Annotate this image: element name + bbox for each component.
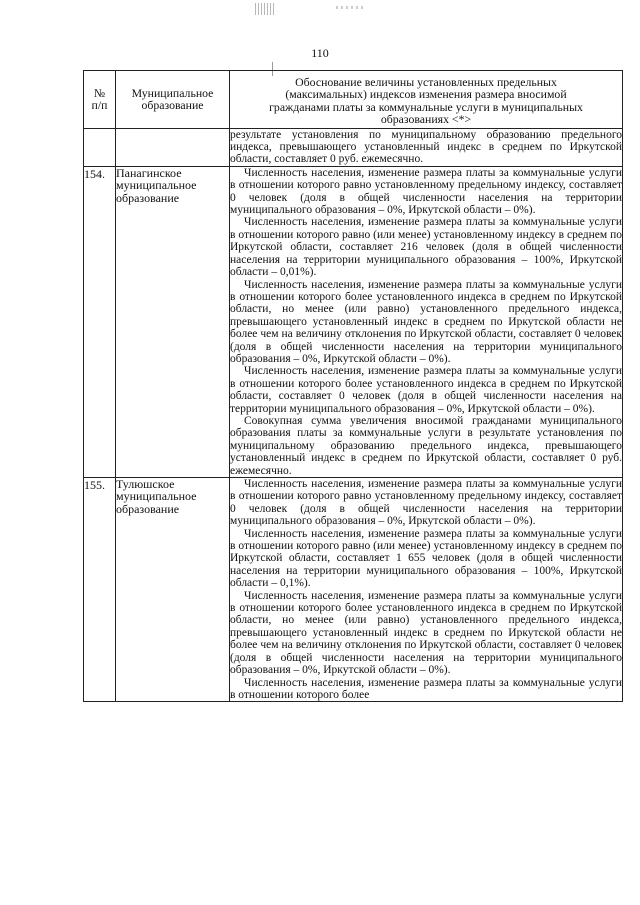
table-header-row: [84, 71, 623, 129]
indices-table: [83, 70, 623, 702]
table-row-continuation: [84, 128, 623, 166]
cell-muni-empty: [116, 128, 230, 166]
paragraph: Совокупная сумма увеличения вносимой гражданами муниципального образования платы за коммунальные услуги в результате установления по муниципальному образованию предельного индекса, превышающего установленный индекс в среднем по Иркутской области, составляет 0 руб. ежемесячно.: [230, 414, 622, 477]
cell-continuation: [230, 128, 623, 166]
cell-num-empty: [84, 128, 116, 166]
paragraph: Численность населения, изменение размера платы за коммунальные услуги в отношении которого более установленного индекса в среднем по Иркутской области, но менее (или равно) установленного предельного индекса, превышающего установленный индекс в среднем по Иркутской области не более чем на величину отклонения по Иркутской области, составляет 0 человек (доля в общей численности населения на территории муниципального образования – 0%, Иркутской области – 0%).: [230, 278, 622, 365]
table-row: [84, 166, 623, 477]
table-row: [84, 478, 623, 702]
paragraph: Численность населения, изменение размера платы за коммунальные услуги в отношении которого равно (или менее) установленному индексу в среднем по Иркутской области, составляет 216 человек (доля в общей численности населения на территории муниципального образования – 100%, Иркутской области – 0,01%).: [230, 216, 622, 279]
paragraph: Численность населения, изменение размера платы за коммунальные услуги в отношении которого равно установленному предельному индексу, составляет 0 человек (доля в общей численности населения на территории муниципального образования – 0%, Иркутской области – 0%).: [230, 166, 622, 217]
paragraph: Численность населения, изменение размера платы за коммунальные услуги в отношении которого более установленного индекса в среднем по Иркутской области, составляет 0 человек (доля в общей численности населения на территории муниципального образования – 0%, Иркутской области – 0%).: [230, 365, 622, 415]
paragraph: Численность населения, изменение размера платы за коммунальные услуги в отношении которого более установленного индекса в среднем по Иркутской области, но менее (или равно) установленного предельного индекса, превышающего установленный индекс в среднем по Иркутской области не более чем на величину отклонения по Иркутской области, составляет 0 человек (доля в общей численности населения на территории муниципального образования – 0%, Иркутской области – 0%).: [230, 589, 622, 677]
paragraph: Численность населения, изменение размера платы за коммунальные услуги в отношении которого равно (или менее) установленному индексу в среднем по Иркутской области, составляет 1 655 человек (доля в общей численности населения на территории муниципального образования – 100%, Иркутской области – 0,1%).: [230, 527, 622, 590]
header-justification: Обоснование величины установленных предельных (максимальных) индексов изменения размера вносимой гражданами платы за коммунальные услуги в муниципальных образованиях <*>: [230, 71, 623, 129]
municipality-name: Тулюшское муниципальное образование: [116, 478, 230, 702]
justification-cell: [230, 166, 623, 477]
page-number: 110: [311, 46, 329, 60]
municipality-name: Панагинское муниципальное образование: [116, 166, 230, 477]
scan-artifact: [255, 3, 275, 15]
header-municipality: Муниципальное образование: [116, 71, 230, 129]
justification-cell: [230, 478, 623, 702]
continuation-paragraph: результате установления по муниципальному образованию предельного индекса, превышающего установленный индекс в среднем по Иркутской области, составляет 0 руб. ежемесячно.: [230, 128, 622, 166]
row-number: 154.: [84, 166, 116, 477]
row-number: 155.: [84, 478, 116, 702]
paragraph: Численность населения, изменение размера платы за коммунальные услуги в отношении которого равно установленному предельному индексу, составляет 0 человек (доля в общей численности населения на территории муниципального образования – 0%, Иркутской области – 0%).: [230, 478, 622, 528]
paragraph: Численность населения, изменение размера платы за коммунальные услуги в отношении которого более: [230, 676, 622, 701]
scan-artifact: [336, 6, 366, 9]
header-number: № п/п: [84, 71, 116, 129]
